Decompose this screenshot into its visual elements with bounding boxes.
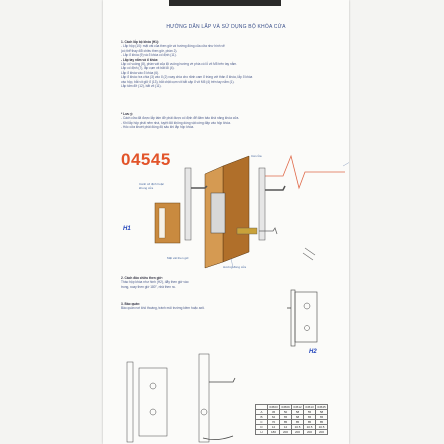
spec-table-cell: 68	[292, 415, 304, 420]
section-reverse	[121, 276, 271, 289]
heartbeat-line	[263, 156, 345, 188]
section-reverse-heading: 2. Cách đảo chiều then giờ:	[121, 276, 163, 280]
spec-table-cell: 10.5	[304, 425, 316, 430]
keyhole-drawing	[201, 409, 207, 415]
spec-table-cell: D	[256, 425, 268, 430]
handle-plate-left	[185, 168, 191, 240]
handle-plate-drawing	[199, 354, 209, 442]
spec-table-cell: 62	[268, 415, 280, 420]
section-install-line: (có thể thay đổi chiều then giờ, phần 2).	[121, 48, 178, 53]
cylinder-hole	[305, 326, 310, 331]
section-care-heading: 3. Bảo quản:	[121, 302, 141, 306]
section-note-heading: * Lưu ý:	[121, 112, 134, 116]
spec-table-cell: 45	[268, 410, 280, 415]
section-reverse-line: Tháo hộp khóa như hình (H2), đẩy then giờ vào	[121, 280, 189, 285]
section-install-line: Lắp ổ khóa vào ổ khóa (6).	[121, 70, 159, 75]
spec-table-cell: 12	[280, 425, 292, 430]
section-install-line: Lắp tấm đỡ (12), bắt vít (11).	[121, 84, 162, 89]
mortise-lock-body	[211, 193, 225, 233]
spec-table-row	[256, 430, 328, 435]
screw	[305, 248, 315, 255]
lever-handle-left	[191, 186, 207, 188]
instruction-sheet	[103, 0, 349, 444]
spec-table-cell: 58	[316, 410, 328, 415]
spec-table-cell: A	[256, 410, 268, 415]
section-install-line: Lắp cố vuông (8), phần vát của lõi vuông hướng về phía có lỗ vít M5 trên tay nắm.	[121, 62, 238, 67]
spec-table-cell: 85	[316, 420, 328, 425]
installation-diagram	[113, 148, 349, 278]
mortise-outline	[295, 292, 317, 342]
section-install-line: - Lắp hộp (10): mặt vát của then giờ và hướng đóng của cửa như hình vẽ	[121, 44, 225, 49]
lock-cylinder	[237, 228, 257, 234]
section-install-line: - Lắp ổ khóa (9) và ổ khóa cố định (11).	[121, 53, 177, 58]
spec-table-cell: 10.5	[292, 425, 304, 430]
spec-table-cell: 85	[304, 420, 316, 425]
spindle-hole	[150, 383, 156, 389]
spec-table-cell: 180	[268, 430, 280, 435]
document-title: HƯỚNG DẪN LẮP VÀ SỬ DỤNG BỘ KHÓA CỬA	[166, 24, 286, 30]
door-frame-block	[155, 203, 180, 243]
spec-table-cell: 200	[304, 430, 316, 435]
spec-table-header-cell: 04512	[293, 405, 302, 409]
figure-label-h1: H1	[123, 226, 131, 232]
label-latch-bevel: Mặt vát then giờ	[167, 256, 189, 260]
spec-table-cell: 85	[280, 420, 292, 425]
section-install-subheading: - Lắp tay nắm và ổ khóa:	[121, 57, 159, 62]
section-install-line: vào hộp, bắt vít giữ ổ (13), bắt chặt cụm vít bắt cặp ổ vít M5 (4) trên tay nắm (1).	[121, 79, 235, 84]
section-note-line: - Cách cửa đã được lắp tấm đỡ phải được cố định để đảm bảo khả năng khóa cửa.	[121, 116, 240, 121]
spindle-hole	[304, 303, 310, 309]
spec-table-cell: 65	[304, 415, 316, 420]
strike-plate	[159, 208, 165, 238]
section-install-line: Lắp cố định (7), lắp cụm vít bắt lỗi (4).	[121, 66, 175, 71]
lever-handle-right	[265, 186, 285, 190]
spec-table	[255, 404, 328, 435]
model-number: 04545	[121, 150, 171, 169]
faceplate-side	[127, 362, 133, 442]
mortise-reverse-diagram	[287, 288, 327, 348]
cylinder-hole	[150, 409, 156, 415]
spec-table-cell: 10.5	[316, 425, 328, 430]
door-block-face	[223, 156, 249, 262]
screw	[303, 253, 313, 260]
top-bar	[169, 0, 281, 6]
section-note-line: - Hốc cửa khoét phải đúng độ sâu khi lắp hộp khóa.	[121, 125, 195, 130]
section-install-line: Lắp ổ khóa: tra chìa (3) vào ổ (2) xoay chìa cho rãnh cam ổ trùng với thân ổ khóa, lắp ổ khóa	[121, 75, 253, 80]
spec-table-cell: 12	[268, 425, 280, 430]
spec-table-cell: 65	[280, 415, 292, 420]
spec-table-header-cell: 04545	[317, 405, 326, 409]
section-install-heading: 1. Cách lắp bộ khóa (H1):	[121, 40, 160, 44]
spec-table-cell: 200	[292, 430, 304, 435]
spec-table-cell: 50	[280, 410, 292, 415]
section-reverse-line: trong, xoay then giờ 180°, nhả then ra.	[121, 284, 176, 289]
spec-table-header-cell: 04503	[269, 405, 278, 409]
section-care	[121, 302, 271, 311]
leader-line	[343, 158, 349, 166]
label-door: Cái cửa	[251, 154, 262, 158]
section-note	[121, 112, 331, 130]
spec-table-cell: H	[256, 430, 268, 435]
section-install	[121, 40, 331, 88]
spec-table-header-cell: 04513	[305, 405, 314, 409]
spec-table-cell: 58	[292, 410, 304, 415]
label-closing-direction: Hướng đóng cửa	[223, 265, 246, 269]
spec-table-cell: C	[256, 420, 268, 425]
mortise-front	[139, 368, 167, 436]
spec-table-cell: 200	[316, 430, 328, 435]
faceplate	[291, 290, 295, 346]
figure-label-h2: H2	[309, 349, 317, 355]
spec-table-cell: 200	[280, 430, 292, 435]
spec-table-cell: B	[256, 415, 268, 420]
lever-drawing	[209, 378, 235, 382]
background-right	[349, 0, 444, 444]
spec-table-cell: 70	[268, 420, 280, 425]
lever-drawing-bottom	[203, 436, 233, 440]
section-note-line: - Khi lắp hộp phải nêm nhà, tuyệt đối không dùng vật cứng đập vào hộp khóa.	[121, 120, 231, 125]
spec-table-header-cell: 04509	[281, 405, 290, 409]
handle-plate-right	[259, 168, 265, 240]
label-fixed-leaf: Cánh cố định hoặc khung cửa	[139, 182, 165, 190]
spec-table-cell: 55	[304, 410, 316, 415]
section-care-line: Bảo quản nơi khô thoáng, tránh môi trường kiềm hoặc axit.	[121, 306, 205, 311]
spec-table-cell: 85	[292, 420, 304, 425]
spec-table-cell: 65	[316, 415, 328, 420]
technical-drawing	[117, 352, 251, 444]
